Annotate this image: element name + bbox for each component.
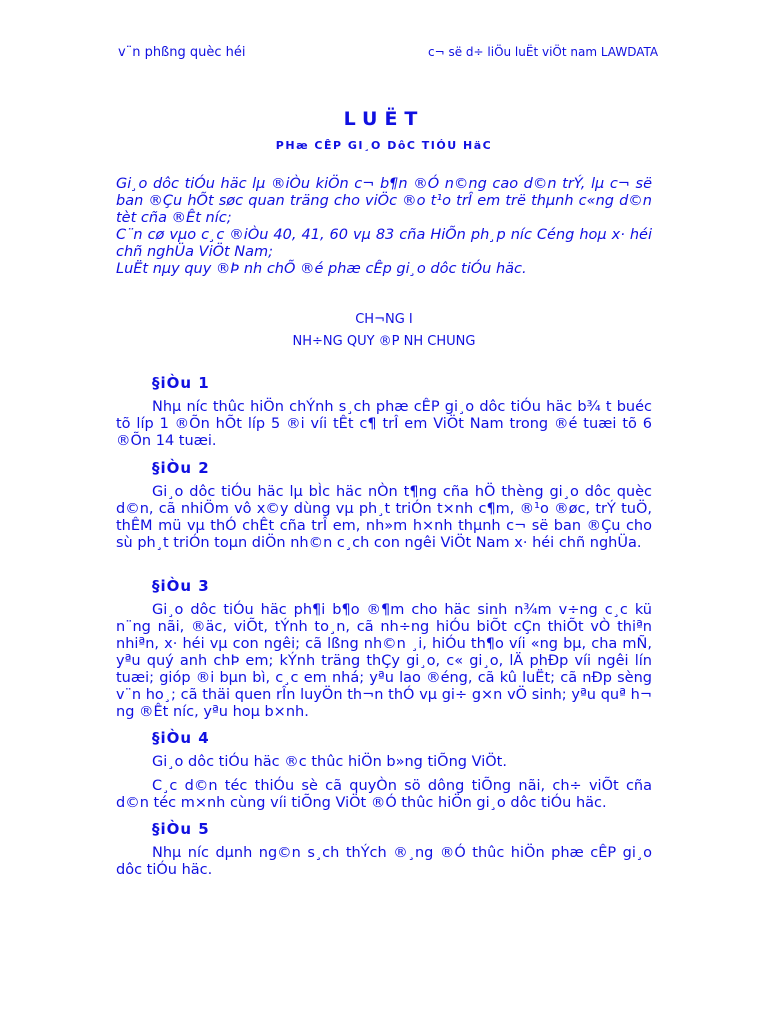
article-3-title: §iÒu 3 (152, 577, 210, 595)
article-4-paragraph-2: C¸c d©n téc thiÓu sè cã quyÒn sö dông tiÕng nãi, ch÷ viÕt cña d©n téc m×nh cùng víi tiÕng ViÖt ®Ó thûc hiÖn gi¸o dôc tiÓu häc. (116, 778, 652, 811)
document-title: LUËT (343, 108, 425, 130)
article-2-title: §iÒu 2 (152, 459, 210, 477)
preamble (116, 176, 652, 278)
chapter-name: NH÷NG QUY ®P NH CHUNG (292, 334, 476, 349)
preamble-paragraph: C¨n cø vµo c¸c ®iÒu 40, 41, 60 vµ 83 cña HiÕn ph¸p níc Céng hoµ x· héi chñ nghÜa ViÖt Nam; (116, 227, 652, 260)
article-1-paragraph: Nhµ níc thûc hiÖn chÝnh s¸ch phæ cÊP gi¸o dôc tiÓu häc b¾ t buéc tõ líp 1 ®Õn hÕt líp 5 ®i víi tÊt c¶ trÎ em ViÖt Nam trong ®é tuæi tõ 6 ®Õn 14 tuæi. (116, 399, 652, 449)
chapter-number: CH¬NG I (355, 312, 413, 327)
article-5-title: §iÒu 5 (152, 820, 210, 838)
preamble-paragraph: LuËt nµy quy ®Þ nh chÕ ®é phæ cÊp gi¸o dôc tiÓu häc. (116, 261, 527, 277)
article-3-paragraph: Gi¸o dôc tiÓu häc ph¶i b¶o ®¶m cho häc sinh n¾m v÷ng c¸c kü n¨ng nãi, ®äc, viÕt, tÝnh to¸n, cã nh÷ng hiÓu biÕt cÇn thiÕt vÒ thiªn nhiªn, x· héi vµ con ngêi; cã lßng nh©n ¸i, hiÓu th¶o víi «ng bµ, cha mÑ, yªu quý anh chÞ em; kÝnh träng thÇy gi¸o, c« gi¸o, lÄ phÐp víi ngêi lín tuæi; gióp ®i bµn bì, c¸c em nhá; yªu lao ®éng, cã kû luËt; cã nÐp sèng v¨n ho¸; cã thäi quen rÎn luyÖn th¬n thÓ vµ gi÷ g×n vÖ sinh; yªu quª h¬ ng ®Êt níc, yªu hoµ b×nh. (116, 602, 652, 720)
article-2-paragraph: Gi¸o dôc tiÓu häc lµ bÌc häc nÒn t¶ng cña hÖ thèng gi¸o dôc quèc d©n, cã nhiÖm vô x©y dùng vµ ph¸t triÓn t×nh c¶m, ®¹o ®øc, trÝ tuÖ, thÊM mü vµ thÓ chÊt cña trÎ em, nh»m h×nh thµnh c¬ së ban ®Çu cho sù ph¸t triÓn toµn diÖn nh©n c¸ch con ngêi ViÖt Nam x· héi chñ nghÜa. (116, 484, 652, 551)
document-subtitle: PHæ CÊP GI¸O DôC TIÓU HäC (275, 139, 493, 152)
article-4-paragraph-1: Gi¸o dôc tiÓu häc ®c thûc hiÖn b»ng tiÕng ViÖt. (152, 754, 507, 770)
header-left: v¨n phßng quèc héi (118, 45, 246, 60)
header-right: c¬ së d÷ liÖu luËt viÖt nam LAWDATA (428, 45, 659, 59)
article-5-paragraph: Nhµ níc dµnh ng©n s¸ch thÝch ®¸ng ®Ó thûc hiÖn phæ cÊP gi¸o dôc tiÓu häc. (116, 845, 652, 878)
article-4-title: §iÒu 4 (152, 729, 210, 747)
preamble-paragraph: Gi¸o dôc tiÓu häc lµ ®iÒu kiÖn c¬ b¶n ®Ó n©ng cao d©n trÝ, lµ c¬ së ban ®Çu hÕt søc quan träng cho viÖc ®o t¹o trÎ em trë thµnh c«ng d©n tèt cña ®Êt níc; (116, 176, 652, 226)
article-1-title: §iÒu 1 (152, 374, 210, 392)
